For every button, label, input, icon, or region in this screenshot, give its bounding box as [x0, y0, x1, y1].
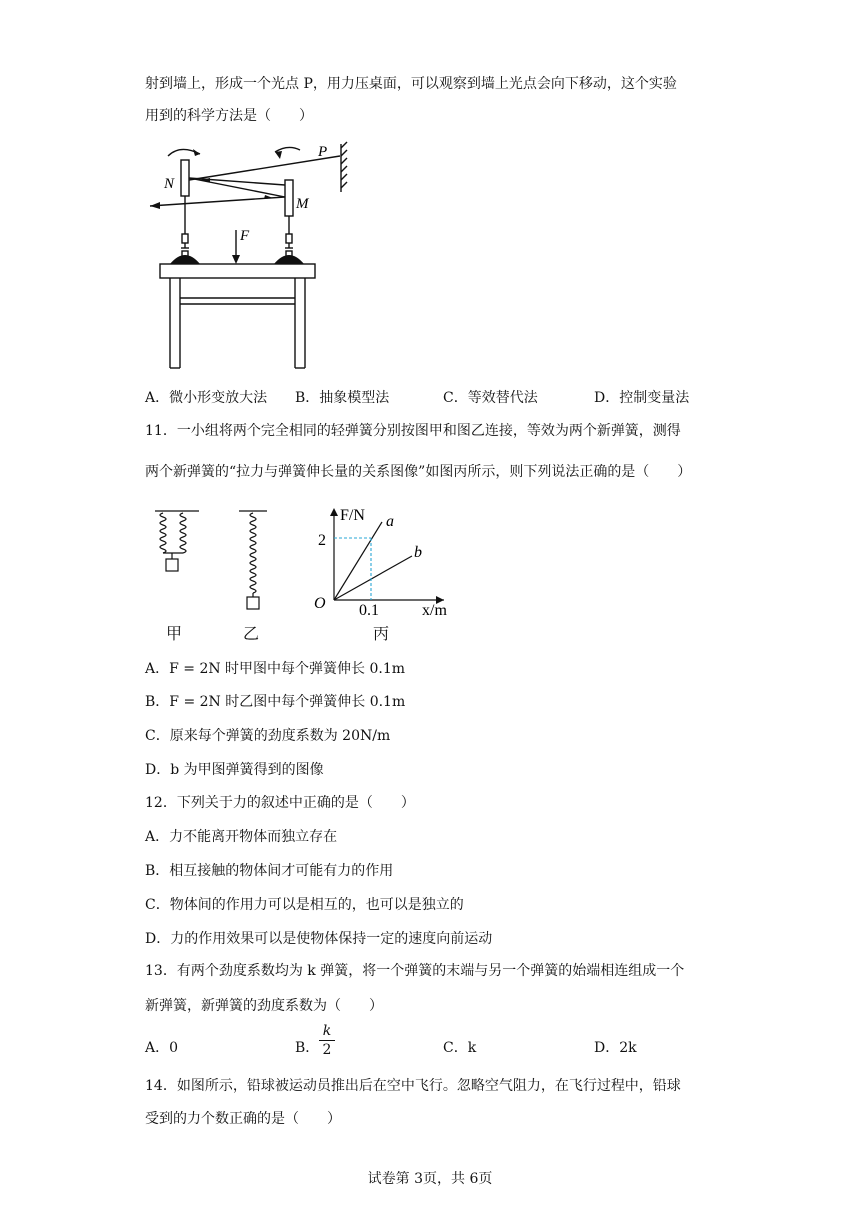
label-P: P — [318, 144, 328, 160]
springs-figure — [145, 505, 295, 615]
line-a-label: a — [386, 513, 394, 530]
label-F: F — [240, 228, 250, 244]
mirror-apparatus-figure — [140, 138, 360, 378]
q10-option-c: C．等效替代法 — [443, 390, 538, 406]
caption-jia: 甲 — [166, 624, 183, 643]
q12-option-d: D．力的作用效果可以是使物体保持一定的速度向前运动 — [145, 931, 493, 947]
line-a — [334, 522, 382, 600]
q12-option-a: A．力不能离开物体而独立存在 — [145, 829, 338, 845]
q11-line1: 11．一小组将两个完全相同的轻弹簧分别按图甲和图乙连接，等效为两个新弹簧，测得 — [145, 423, 681, 439]
line-b-label: b — [414, 544, 422, 561]
q13-option-a: A．0 — [145, 1040, 179, 1056]
fraction-denominator: 2 — [322, 1042, 332, 1058]
fraction-bar — [319, 1040, 335, 1041]
q13-option-b-prefix: B． — [295, 1040, 320, 1056]
fraction-numerator: k — [322, 1023, 332, 1039]
q11-line2: 两个新弹簧的“拉力与弹簧伸长量的关系图像”如图丙所示，则下列说法正确的是（ ） — [145, 464, 692, 480]
q10-line1: 射到墙上，形成一个光点 P，用力压桌面，可以观察到墙上光点会向下移动，这个实验 — [145, 76, 677, 92]
q10-option-a: A．微小形变放大法 — [145, 390, 268, 406]
q13-option-d: D．2k — [594, 1040, 637, 1056]
q10-line2: 用到的科学方法是（ ） — [145, 108, 313, 124]
caption-bing: 丙 — [373, 624, 390, 643]
label-N: N — [164, 176, 175, 192]
q14-line1: 14．如图所示，铅球被运动员推出后在空中飞行。忽略空气阻力，在飞行过程中，铅球 — [145, 1078, 681, 1094]
q13-line2: 新弹簧，新弹簧的劲度系数为（ ） — [145, 998, 383, 1014]
q13-option-b-fraction — [319, 1023, 335, 1058]
line-b — [334, 556, 412, 600]
q10-option-b: B．抽象模型法 — [295, 390, 390, 406]
q13-option-c: C．k — [443, 1040, 477, 1056]
x-tick-label: 0.1 — [359, 602, 379, 619]
q13-line1: 13．有两个劲度系数均为 k 弹簧，将一个弹簧的末端与另一个弹簧的始端相连组成一个 — [145, 963, 685, 979]
origin-label: O — [314, 595, 326, 612]
x-axis-label: x/m — [422, 602, 447, 619]
q11-option-b: B．F = 2N 时乙图中每个弹簧伸长 0.1m — [145, 694, 406, 710]
y-axis-label: F/N — [340, 507, 365, 524]
q11-option-c: C．原来每个弹簧的劲度系数为 20N/m — [145, 728, 391, 744]
q12-option-c: C．物体间的作用力可以是相互的，也可以是独立的 — [145, 897, 464, 913]
q11-option-d: D．b 为甲图弹簧得到的图像 — [145, 762, 324, 778]
y-tick-label: 2 — [318, 532, 326, 549]
q14-line2: 受到的力个数正确的是（ ） — [145, 1111, 341, 1127]
page-footer: 试卷第 3页，共 6页 — [367, 1171, 493, 1187]
caption-yi: 乙 — [243, 624, 260, 643]
q12-option-b: B．相互接触的物体间才可能有力的作用 — [145, 863, 394, 879]
q11-option-a: A．F = 2N 时甲图中每个弹簧伸长 0.1m — [145, 661, 406, 677]
q12-stem: 12．下列关于力的叙述中正确的是（ ） — [145, 795, 415, 811]
q10-option-d: D．控制变量法 — [594, 390, 690, 406]
force-extension-graph — [310, 500, 460, 620]
label-M: M — [296, 196, 309, 212]
